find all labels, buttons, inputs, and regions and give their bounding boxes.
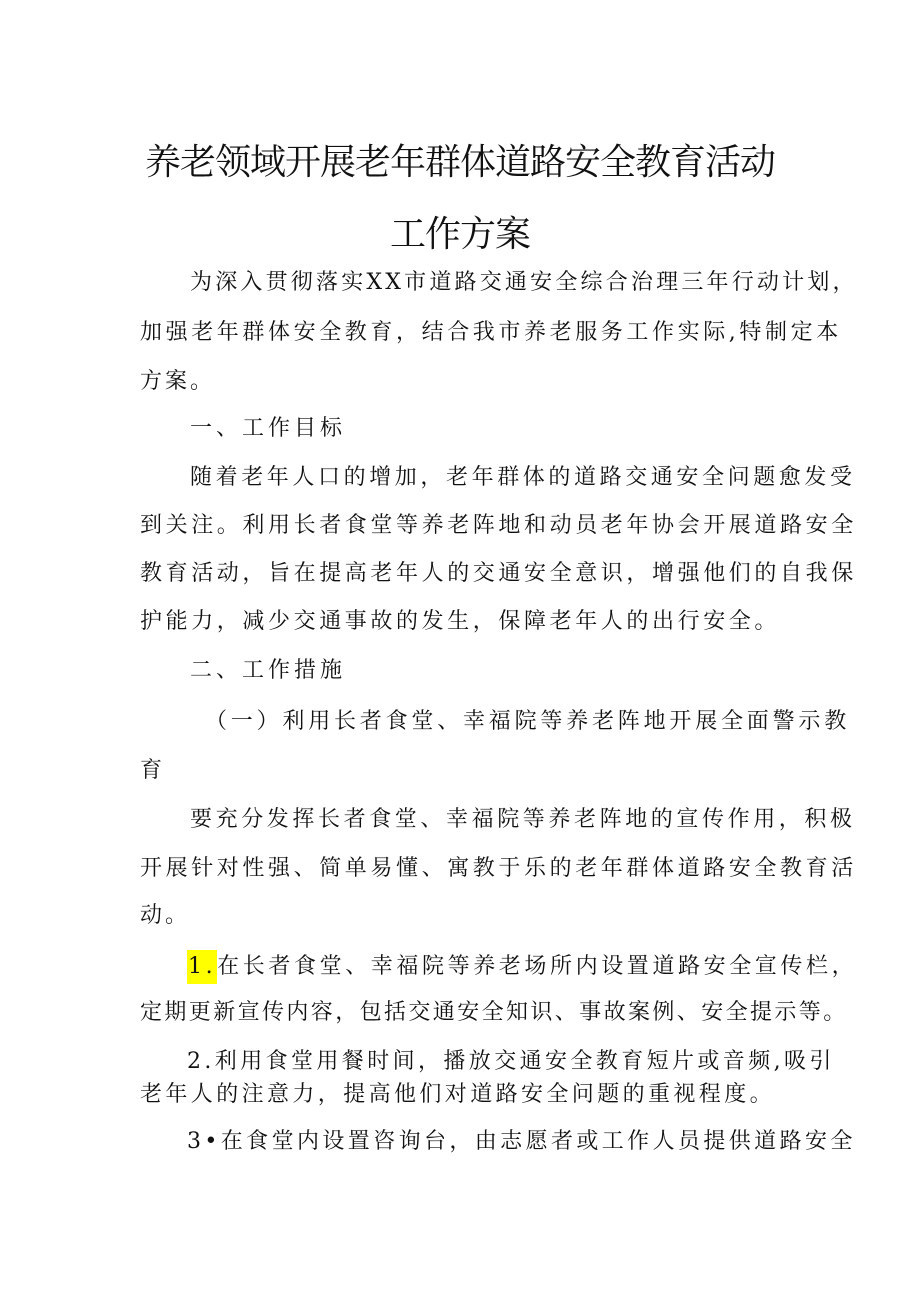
section1-line-4: 护能力，减少交通事故的发生，保障老年人的出行安全。 xyxy=(140,609,781,634)
intro-line-3: 方案。 xyxy=(140,369,216,394)
item1-line-2: 定期更新宣传内容，包括交通安全知识、事故案例、安全提示等。 xyxy=(140,1000,848,1025)
item3-line-1: 3•在食堂内设置咨询台，由志愿者或工作人员提供道路安全 xyxy=(187,1129,856,1154)
subsection1-line-3: 动。 xyxy=(140,903,191,928)
intro-line-1: 为深入贯彻落实XX市道路交通安全综合治理三年行动计划， xyxy=(190,270,858,295)
document-title-line2: 工作方案 xyxy=(389,214,530,255)
intro-line-2: 加强老年群体安全教育，结合我市养老服务工作实际,特制定本 xyxy=(140,320,842,345)
section1-heading: 一、工作目标 xyxy=(190,416,347,441)
section1-line-2: 到关注。利用长者食堂等养老阵地和动员老年协会开展道路安全 xyxy=(140,513,857,538)
document-title-line1: 养老领域开展老年群体道路安全教育活动 xyxy=(144,142,775,183)
subsection1-heading-line-1: （一）利用长者食堂、幸福院等养老阵地开展全面警示教 xyxy=(205,709,851,734)
item1-number-highlight: 1. xyxy=(187,950,217,984)
subsection1-heading-line-2: 育 xyxy=(140,758,166,783)
item2-line-1: 2.利用食堂用餐时间，播放交通安全教育短片或音频,吸引 xyxy=(187,1049,835,1074)
subsection1-line-1: 要充分发挥长者食堂、幸福院等养老阵地的宣传作用，积极 xyxy=(190,807,856,832)
item2-line-2: 老年人的注意力，提高他们对道路安全问题的重视程度。 xyxy=(140,1082,776,1107)
section1-line-1: 随着老年人口的增加，老年群体的道路交通安全问题愈发受 xyxy=(190,465,856,490)
item1-text: 在长者食堂、幸福院等养老场所内设置道路安全宣传栏， xyxy=(217,954,858,979)
section2-heading: 二、工作措施 xyxy=(190,658,347,683)
item1-line-1 xyxy=(187,950,857,984)
subsection1-line-2: 开展针对性强、简单易懂、寓教于乐的老年群体道路安全教育活 xyxy=(140,856,857,881)
section1-line-3: 教育活动，旨在提高老年人的交通安全意识，增强他们的自我保 xyxy=(140,561,857,586)
